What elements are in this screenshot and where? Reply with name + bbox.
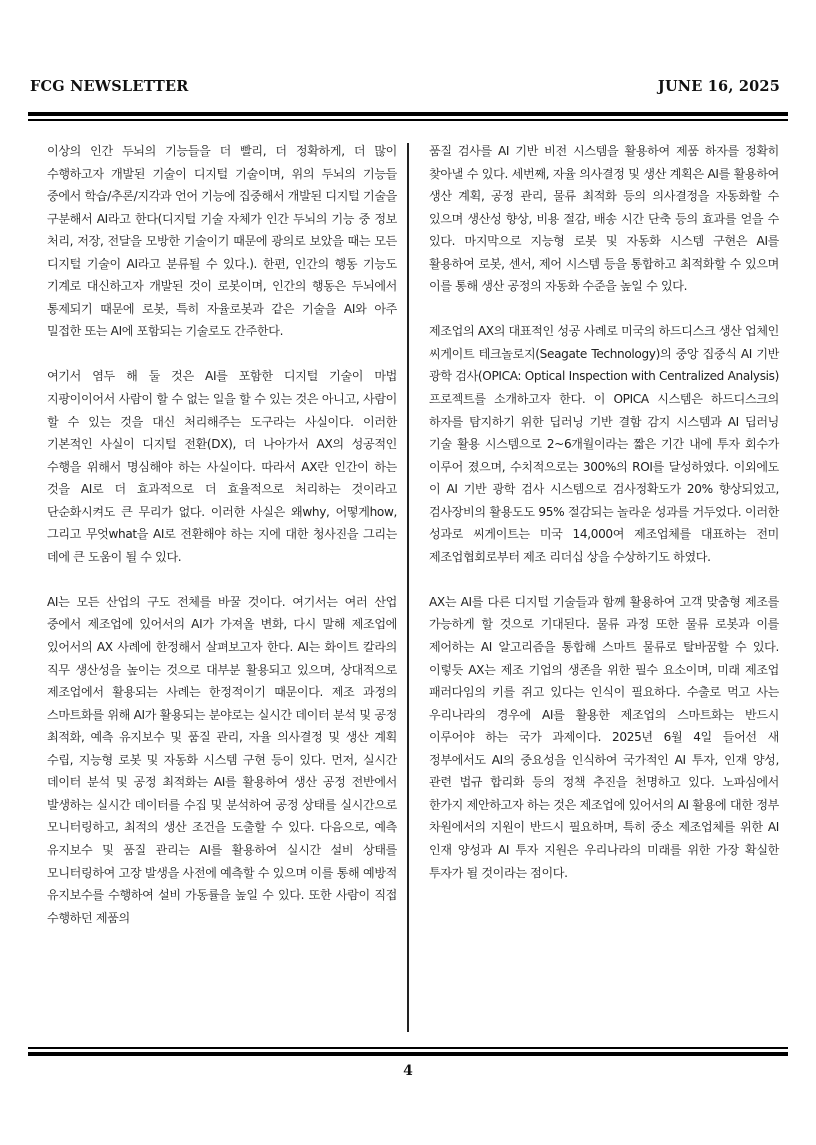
header-rule-thick xyxy=(28,112,788,116)
paragraph: AX는 AI를 다른 디지털 기술들과 함께 활용하여 고객 맞춤형 제조를 가능하게 할 것으로 기대된다. 물류 과정 또한 물류 로봇과 이를 제어하는 AI 알고리즘을 통합해 스마트 물류로 탈바꿈할 수 있다. 이렇듯 AX는 제조 기업의 생존을 위한 필수 요소이며, 미래 제조업 패러다임의 키를 쥐고 있다는 인식이 필요하다. 수출로 먹고 사는 우리나라의 경우에 AI를 활용한 제조업의 스마트화는 반드시 이루어야 하는 국가 과제이다. 2025년 6월 4일 들어선 새 정부에서도 AI의 중요성을 인식하여 국가적인 AI 투자, 인재 양성, 관련 법규 합리화 등의 정책 추진을 천명하고 있다. 노파심에서 한가지 제안하고자 하는 것은 제조업에 있어서의 AI 활용에 대한 정부 차원에서의 지원이 반드시 필요하며, 특히 중소 제조업체를 위한 AI 인재 양성과 AI 투자 지원은 우리나라의 미래를 위한 가장 확실한 투자가 될 것이라는 점이다. xyxy=(429,594,779,880)
page-number: 4 xyxy=(403,1063,413,1079)
footer-rule-thick xyxy=(28,1052,788,1056)
column-divider xyxy=(407,143,409,1032)
footer-rule-thin xyxy=(28,1047,788,1049)
newsletter-title: FCG NEWSLETTER xyxy=(30,78,189,95)
paragraph: 이상의 인간 두뇌의 기능들을 더 빨리, 더 정확하게, 더 많이 수행하고자 개발된 기술이 디지털 기술이며, 위의 두뇌의 기능들 중에서 학습/추론/지각과 언어 기능에 집중해서 개발된 디지털 기술을 구분해서 AI라고 한다(디지털 기술 자체가 인간 두뇌의 기능 중 정보 처리, 저장, 전달을 모방한 기술이기 때문에 광의로 보았을 때는 모든 디지털 기술이 AI라고 분류될 수 있다.). 한편, 인간의 행동 기능도 기계로 대신하고자 개발된 것이 로봇이며, 인간의 행동은 두뇌에서 통제되기 때문에 로봇, 특히 자율로봇과 같은 기술을 AI와 아주 밀접한 또는 AI에 포함되는 기술로도 간주한다. xyxy=(47,144,397,339)
paragraph: AI는 모든 산업의 구도 전체를 바꿀 것이다. 여기서는 여러 산업 중에서 제조업에 있어서의 AI가 가져올 변화, 다시 말해 제조업에 있어서의 AX 사례에 한정해서 살펴보고자 한다. AI는 화이트 칼라의 직무 생산성을 높이는 것으로 대부분 활용되고 있으며, 상대적으로 제조업에서 활용되는 사례는 한정적이기 때문이다. 제조 과정의 스마트화를 위해 AI가 활용되는 분야로는 실시간 데이터 분석 및 공정 최적화, 예측 유지보수 및 품질 관리, 자율 의사결정 및 생산 계획 수립, 지능형 로봇 및 자동화 시스템 구현 등이 있다. 먼저, 실시간 데이터 분석 및 공정 최적화는 AI를 활용하여 생산 공정 전반에서 발생하는 실시간 데이터를 수집 및 분석하여 공정 상태를 실시간으로 모니터링하고, 최적의 생산 조건을 도출할 수 있다. 다음으로, 예측 유지보수 및 품질 관리는 AI를 활용하여 실시간 설비 상태를 모니터링하여 고장 발생을 사전에 예측할 수 있으며 이를 통해 예방적 유지보수를 수행하여 설비 가동률을 높일 수 있다. 또한 사람이 직접 수행하던 제품의 xyxy=(47,594,397,925)
header-rule-thin xyxy=(28,119,788,121)
paragraph: 품질 검사를 AI 기반 비전 시스템을 활용하여 제품 하자를 정확히 찾아낼 수 있다. 세번째, 자율 의사결정 및 생산 계획은 AI를 활용하여 생산 계획, 공정 관리, 물류 최적화 등의 의사결정을 자동화할 수 있으며 생산성 향상, 비용 절감, 배송 시간 단축 등의 효과를 얻을 수 있다. 마지막으로 지능형 로봇 및 자동화 시스템 구현은 AI를 활용하여 로봇, 센서, 제어 시스템 등을 통합하고 최적화할 수 있으며 이를 통해 생산 공정의 자동화 수준을 높일 수 있다. xyxy=(429,144,779,294)
issue-date: JUNE 16, 2025 xyxy=(657,78,780,95)
right-column xyxy=(429,140,779,907)
left-column xyxy=(47,140,397,952)
paragraph: 제조업의 AX의 대표적인 성공 사례로 미국의 하드디스크 생산 업체인 씨게이트 테크놀로지(Seagate Technology)의 중앙 집중식 AI 기반 광학 검사(OPICA: Optical Inspection with Centralized Analysis) 프로젝트를 소개하고자 한다. 이 OPICA 시스템은 하드디스크의 하자를 탐지하기 위한 딥러닝 기반 결함 감지 시스템과 AI 딥러닝 기술 활용 시스템으로 2~6개월이라는 짧은 기간 내에 투자 회수가 이루어 졌으며, 수치적으로는 300%의 ROI를 달성하였다. 이외에도 이 AI 기반 광학 검사 시스템으로 검사정확도가 20% 향상되었고, 검사장비의 활용도도 95% 절감되는 놀라운 성과를 거두었다. 이러한 성과로 씨게이트는 미국 14,000여 제조업체를 대표하는 전미 제조업협회로부터 제조 리더십 상을 수상하기도 하였다. xyxy=(429,324,779,564)
paragraph: 여기서 염두 해 둘 것은 AI를 포함한 디지털 기술이 마법 지팡이이어서 사람이 할 수 없는 일을 할 수 있는 것은 아니고, 사람이 할 수 있는 것을 대신 처리해주는 도구라는 사실이다. 이러한 기본적인 사실이 디지털 전환(DX), 더 나아가서 AX의 성공적인 수행을 위해서 명심해야 하는 사실이다. 따라서 AX란 인간이 하는 것을 AI로 더 효과적으로 더 효율적으로 처리하는 것이라고 단순화시켜도 큰 무리가 없다. 이러한 사실은 왜why, 어떻게how, 그리고 무엇what을 AI로 전환해야 하는 지에 대한 청사진을 그리는 데에 큰 도움이 될 수 있다. xyxy=(47,369,397,564)
